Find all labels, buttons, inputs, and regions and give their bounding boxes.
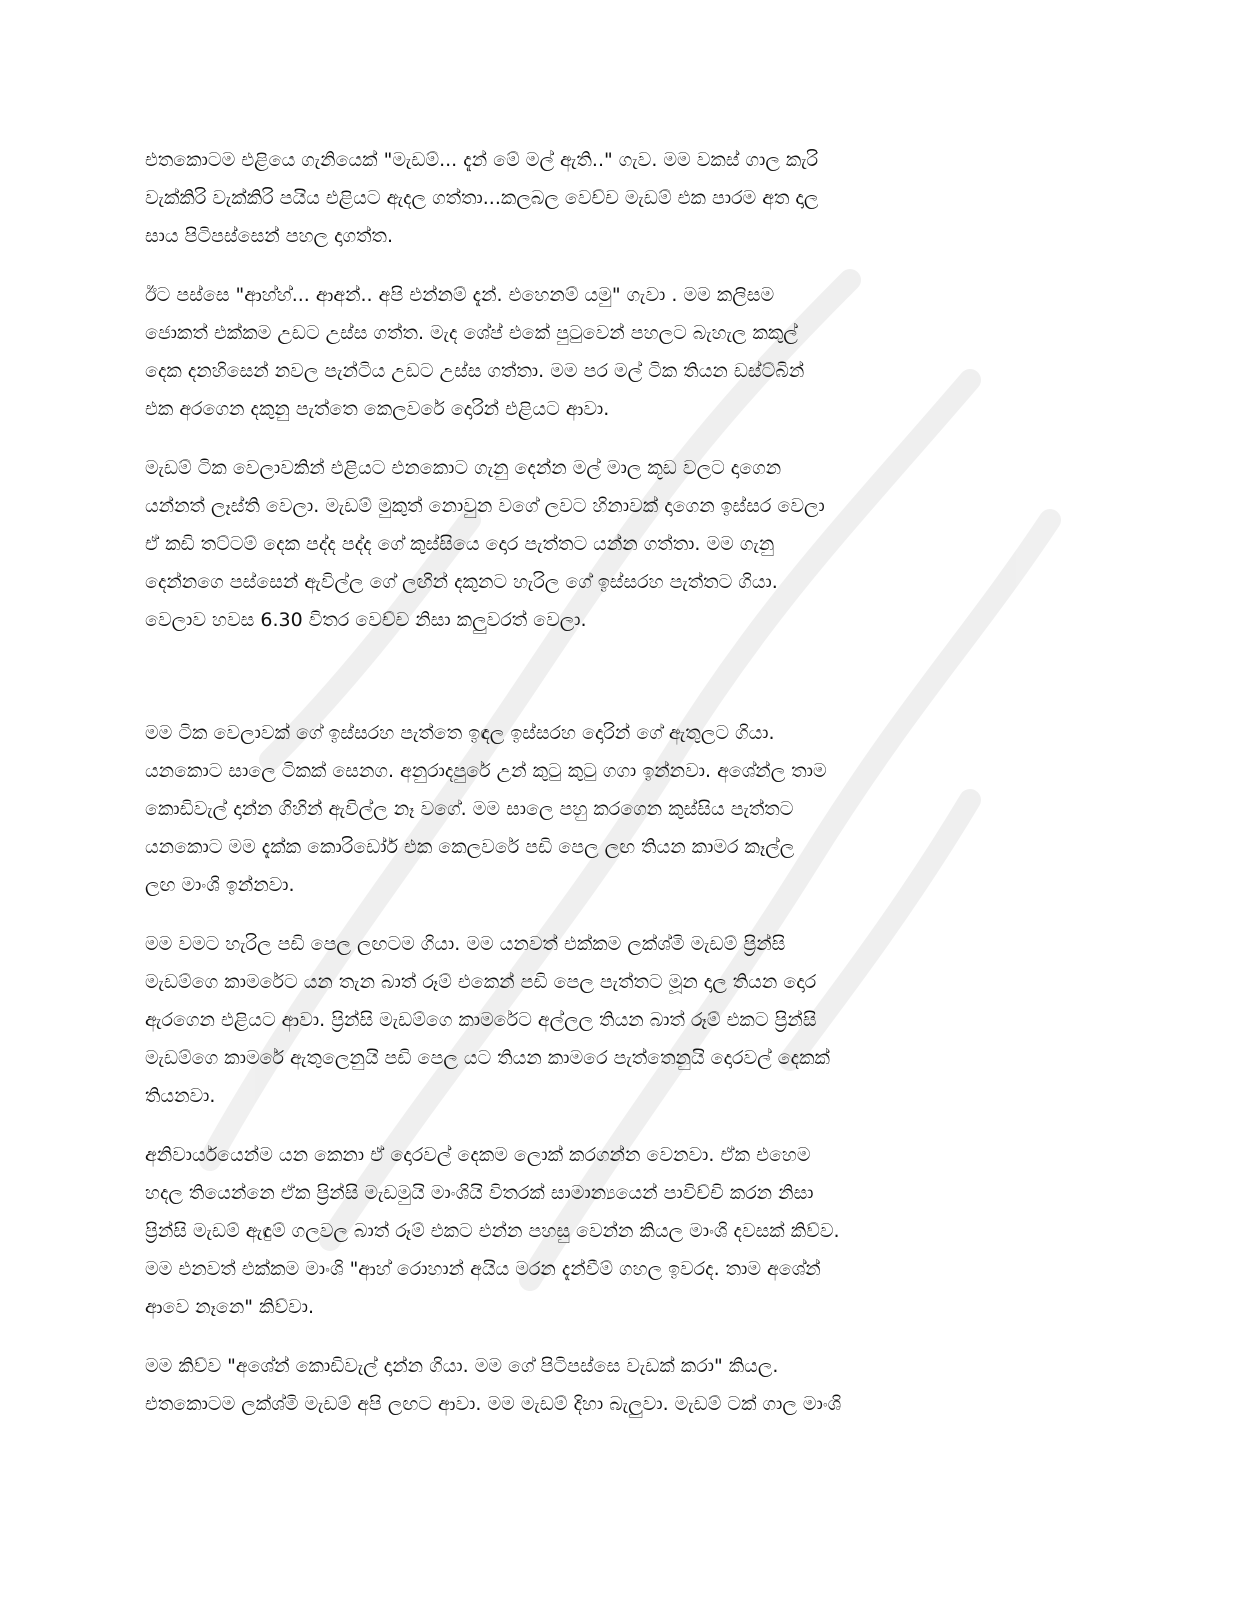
text-line: යනකොට මම දැක්ක කොරිඩෝර් එක කෙලවරේ පඩි පෙල ලඟ තියන කාමර කෑල්ල [145, 836, 795, 858]
text-line: ඊට පස්සෙ "ආහ්හ්... ආඅන්.. අපි එන්නම් දැන්. එහෙනම් යමු" ගැවා . මම කලිසම [145, 284, 775, 306]
text-line: කොඩිවැල් දාන්න ගිහින් ඇවිල්ල නෑ වගේ. මම සාලෙ පහු කරගෙන කුස්සිය පැත්තට [145, 798, 794, 820]
text-line: දෙක දනහිසෙන් නවල පැන්ටිය උඩට උස්ස ගත්තා. මම පර මල් ටික තියන ඩස්ට්බින් [145, 360, 805, 382]
text-line: එක අරගෙන දකුනු පැත්තෙ කෙලවරේ දොරින් එළියට ආවා. [145, 398, 610, 420]
text-line: ප්‍රින්සි මැඩම් ඇඳුම් ගලවල බාත් රූම් එකට එන්න පහසු වෙන්න කියල මාංශි දවසක් කිව්ව. [145, 1220, 840, 1242]
text-line: යන්නත් ලෑස්ති වෙලා. මැඩම් මුකුත් නොවුන වගේ ලවට හිනාවක් දාගෙන ඉස්සර වෙලා [145, 495, 825, 517]
text-line: වැක්කිරි වැක්කිරි පයිය එළියට ඇදල ගත්තා...කලබල වෙච්ච මැඩම් එක පාරම අත දාල [145, 187, 819, 209]
text-line: ඇරගෙන එළියට ආවා. ප්‍රින්සි මැඩම්ගෙ කාමරේට අල්ලල තියන බාත් රූම් එකට ප්‍රින්සි [145, 1009, 817, 1031]
text-line: ආවෙ නෑනෙ" කිව්වා. [145, 1296, 315, 1318]
paragraph [145, 449, 1080, 639]
text-line: ලඟ මාංශි ඉන්නවා. [145, 874, 295, 896]
document-text [145, 141, 1080, 1423]
paragraph [145, 276, 1080, 428]
text-line: සාය පිටිපස්සෙන් පහල දාගත්ත. [145, 225, 393, 247]
text-line: මැඩම්ගෙ කාමරේට යන තැන බාත් රූම් එකෙන් පඩි පෙල පැත්තට මූන දාල තියන දොර [145, 971, 817, 993]
paragraph [145, 1136, 1080, 1326]
paragraph [145, 714, 1080, 904]
text-line: යනකොට සාලෙ ටිකක් සෙනග. අනුරාදපුරේ උන් කුටු කුටු ගගා ඉන්නවා. අශේන්ල තාම [145, 760, 827, 782]
text-line: එතකොටම ලක්ශ්මි මැඩම් අපි ලඟට ආවා. මම මැඩම් දිහා බැලුවා. මැඩම් ටක් ගාල මාංශි [145, 1393, 842, 1415]
text-line: මම එනවත් එක්කම මාංශි "ආහ් රොහාන් අයිය මරන දැන්වීම් ගහල ඉවරද. තාම අශේන් [145, 1258, 821, 1280]
text-line: මම කිව්ව "අශේන් කොඩිවැල් දාන්න ගියා. මම ගේ පිටිපස්සෙ වැඩක් කරා" කියල. [145, 1355, 779, 1377]
text-line: දෙන්නගෙ පස්සෙන් ඇවිල්ල ගේ ලඟින් දකුනට හැරිල ගේ ඉස්සරහ පැත්තට ගියා. [145, 571, 778, 593]
text-line: මැඩම් ටික වෙලාවකින් එළියට එනකොට ගැනු දෙන්න මල් මාල කූඩ වලට දාගෙන [145, 457, 782, 479]
text-line: ජොකත් එක්කම උඩට උස්ස ගත්ත. මැද ශේප් එකේ පුටුවෙන් පහලට බැහැල කකුල් [145, 322, 798, 344]
text-line: මැඩම්ගෙ කාමරේ ඇතුලෙනුයි පඩි පෙල යට තියන කාමරෙ පැත්තෙනුයි දොරවල් දෙකක් [145, 1047, 830, 1069]
paragraph [145, 925, 1080, 1115]
text-line: එතකොටම එළියෙ ගැනියෙක් "මැඩම්... දැන් මේ මල් ඇති.." ගැව. මම වකස් ගාල කැරි [145, 149, 819, 171]
text-line: මම ටික වෙලාවක් ගේ ඉස්සරහ පැත්තෙ ඉඳල ඉස්සරහ දොරින් ගේ ඇතුලට ගියා. [145, 722, 775, 744]
text-line: හදල තියෙන්නෙ ඒක ප්‍රින්සි මැඩමුයි මාංශියි විතරක් සාමාන්‍යයෙන් පාවිච්චි කරන නිසා [145, 1182, 814, 1204]
paragraph [145, 141, 1080, 255]
text-line: තියනවා. [145, 1085, 216, 1107]
text-line: අනිවාර්යයෙන්ම යන කෙනා ඒ දොරවල් දෙකම ලොක් කරගන්න වෙනවා. ඒක එහෙම [145, 1144, 811, 1166]
text-line: ඒ කඩි තට්ටම් දෙක පද්ද පද්ද ගේ කුස්සියෙ දොර පැත්තට යන්න ගත්තා. මම ගැනු [145, 533, 775, 555]
paragraph [145, 1347, 1080, 1423]
text-line: වෙලාව හවස 6.30 විතර වෙච්ච නිසා කලුවරත් වෙලා. [145, 609, 587, 631]
text-line: මම වමට හැරිල පඩි පෙල ලඟටම ගියා. මම යනවත් එක්කම ලක්ශ්මි මැඩම් ප්‍රින්සි [145, 933, 786, 955]
